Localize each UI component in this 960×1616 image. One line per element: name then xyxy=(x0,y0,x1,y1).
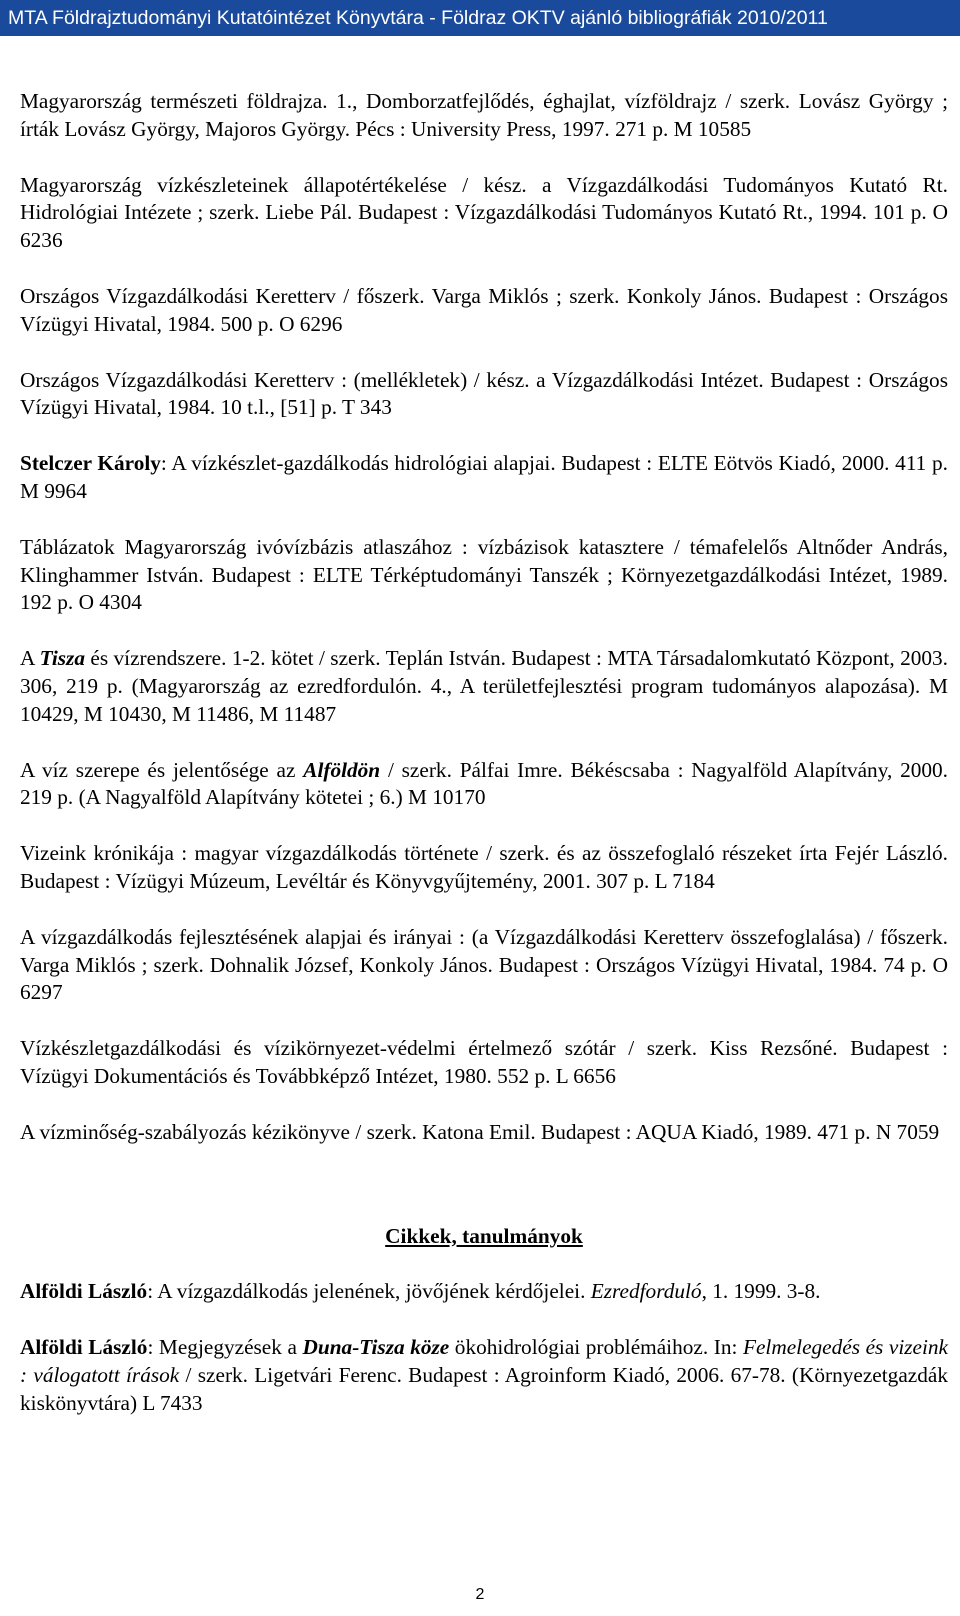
bibliography-entry: Országos Vízgazdálkodási Keretterv : (mellékletek) / kész. a Vízgazdálkodási Intézet. Budapest : Országos Vízügyi Hivatal, 1984. 10 t.l., [51] p. T 343 xyxy=(20,367,948,420)
page-number: 2 xyxy=(475,1586,485,1603)
entry-book-title: Felmelegedés és vizeink : válogatott írások xyxy=(20,1335,949,1387)
bibliography-entry xyxy=(20,645,948,728)
page-header-banner: MTA Földrajztudományi Kutatóintézet Könyvtára - Földraz OKTV ajánló bibliográfiák 2010/2011 xyxy=(0,0,960,36)
entry-text: és vízrendszere. 1-2. kötet / szerk. Teplán István. Budapest : MTA Társadalomkutató Központ, 2003. 306, 219 p. (Magyarország az ezredfordulón. 4., A területfejlesztési program tudományos alapozása). M 10429, M 10430, M 11486, M 11487 xyxy=(20,646,948,726)
bibliography-body xyxy=(20,88,948,1446)
entry-text: : A vízgazdálkodás jelenének, jövőjének kérdőjelei. xyxy=(147,1279,591,1304)
entry-text: ökohidrológiai problémáihoz. In: xyxy=(449,1335,743,1360)
entry-text: : Megjegyzések a xyxy=(147,1335,303,1360)
bibliography-entry: Magyarország természeti földrajza. 1., Domborzatfejlődés, éghajlat, vízföldrajz / szerk. Lovász György ; írták Lovász György, Majoros György. Pécs : University Press, 1997. 271 p. M 10585 xyxy=(20,89,948,141)
entry-text: , 1. 1999. 3-8. xyxy=(701,1279,821,1304)
bibliography-entry: Országos Vízgazdálkodási Keretterv / főszerk. Varga Miklós ; szerk. Konkoly János. Budapest : Országos Vízügyi Hivatal, 1984. 500 p. O 6296 xyxy=(20,283,948,336)
entry-text: / szerk. Ligetvári Ferenc. Budapest : Agroinform Kiadó, 2006. 67-78. (Környezetgazdák kiskönyvtára) L 7433 xyxy=(20,1362,948,1415)
entry-journal: Ezredforduló xyxy=(590,1279,702,1304)
entry-text: / szerk. Pálfai Imre. Békéscsaba : Nagyalföld Alapítvány, 2000. 219 p. (A Nagyalföld Alapítvány kötetei ; 6.) M 10170 xyxy=(20,757,948,810)
entry-text: A víz szerepe és jelentősége az xyxy=(20,757,304,782)
bibliography-entry: Táblázatok Magyarország ivóvízbázis atlaszához : vízbázisok katasztere / témafelelős Altnőder András, Klinghammer István. Budapest : ELTE Térképtudományi Tanszék ; Környezetgazdálkodási Intézet, 1989. 192 p. O 4304 xyxy=(20,534,948,615)
article-entry xyxy=(20,1278,948,1306)
entry-author: Alföldi László xyxy=(20,1279,148,1304)
bibliography-entry: Magyarország vízkészleteinek állapotértékelése / kész. a Vízgazdálkodási Tudományos Kutató Rt. Hidrológiai Intézete ; szerk. Liebe Pál. Budapest : Vízgazdálkodási Tudományos Kutató Rt., 1994. 101 p. O 6236 xyxy=(20,172,948,253)
entry-author: Stelczer Károly xyxy=(20,451,161,476)
article-entry xyxy=(20,1334,948,1417)
entry-keyword: Duna-Tisza köze xyxy=(302,1335,450,1360)
entry-author: Alföldi László xyxy=(20,1335,148,1360)
entry-keyword: Alföldön xyxy=(303,757,381,782)
bibliography-entry: Vizeink krónikája : magyar vízgazdálkodás története / szerk. és az összefoglaló részeket írta Fejér László. Budapest : Vízügyi Múzeum, Levéltár és Könyvgyűjtemény, 2001. 307 p. L 7184 xyxy=(20,841,948,893)
bibliography-entry: A vízgazdálkodás fejlesztésének alapjai és irányai : (a Vízgazdálkodási Keretterv összefoglalása) / főszerk. Varga Miklós ; szerk. Dohnalik József, Konkoly János. Budapest : Országos Vízügyi Hivatal, 1984. 74 p. O 6297 xyxy=(20,924,948,1005)
bibliography-entry: A vízminőség-szabályozás kézikönyve / szerk. Katona Emil. Budapest : AQUA Kiadó, 1989. 471 p. N 7059 xyxy=(20,1119,940,1144)
section-heading: Cikkek, tanulmányok xyxy=(385,1223,583,1248)
bibliography-entry: Vízkészletgazdálkodási és vízikörnyezet-védelmi értelmező szótár / szerk. Kiss Rezsőné. Budapest : Vízügyi Dokumentációs és Továbbképző Intézet, 1980. 552 p. L 6656 xyxy=(20,1036,948,1088)
bibliography-entry xyxy=(20,450,948,506)
entry-keyword: Tisza xyxy=(39,646,85,671)
entry-text: : A vízkészlet-gazdálkodás hidrológiai alapjai. Budapest : ELTE Eötvös Kiadó, 2000. 411 p. M 9964 xyxy=(20,451,948,503)
bibliography-entry xyxy=(20,757,948,813)
entry-text: A xyxy=(20,646,40,671)
